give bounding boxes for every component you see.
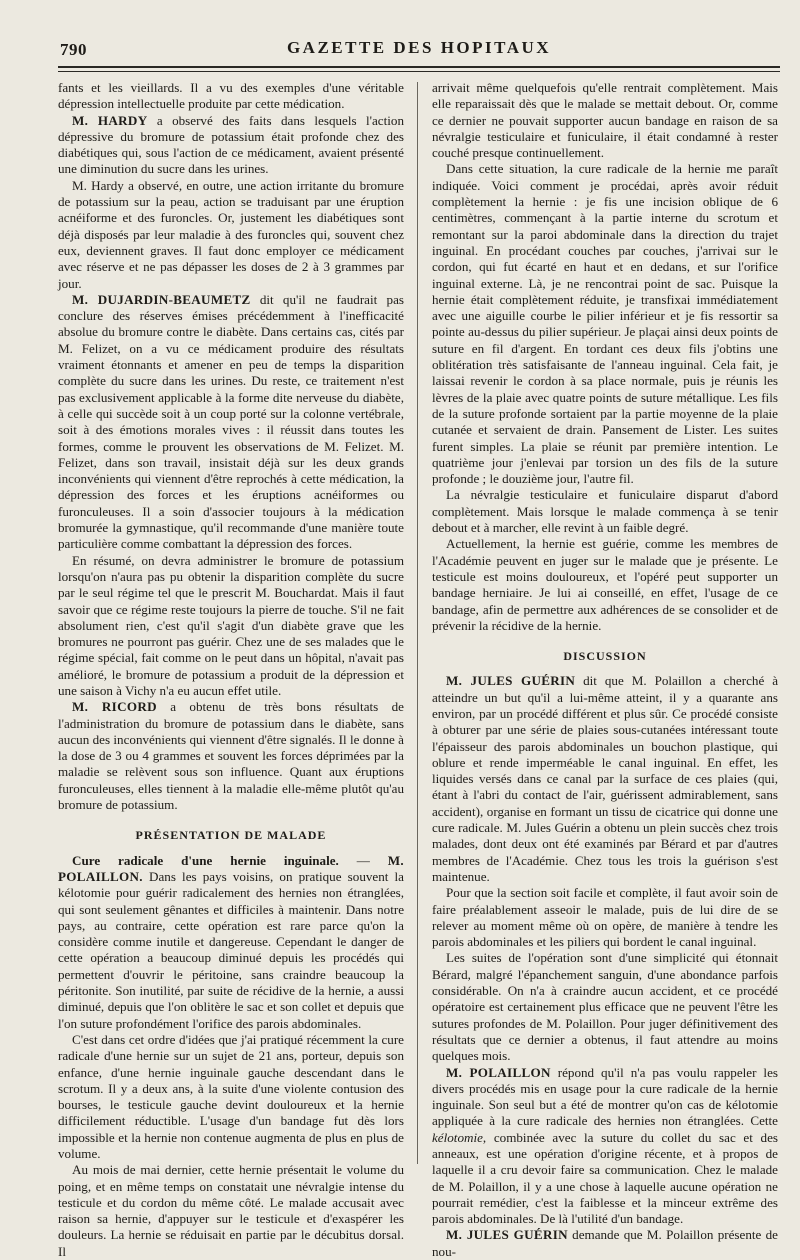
column-divider [417, 82, 418, 1164]
paragraph: La névralgie testiculaire et funiculaire disparut d'abord complètement. Mais lorsque le malade commença à se tenir debout et à marcher, elle revint à un faible degré. [432, 487, 778, 536]
right-column [432, 80, 779, 1259]
paragraph-text: demande que M. Polaillon présente de nou- [432, 1227, 778, 1259]
speaker-name: M. RICORD [72, 699, 157, 715]
paragraph: Pour que la section soit facile et complète, il faut avoir soin de faire préalablement asseoir le malade, puis de lui dire de se relever au moment même où on opère, de manière à tendre les parois abdominales et les piliers qui bordent le canal inguinal. [432, 885, 778, 950]
paragraph-text: a observé des faits dans lesquels l'action dépressive du bromure de potassium était profonde chez des diabétiques qui, sous l'action de ce médicament, avaient présenté une diminution du sucre dans les urines. [58, 112, 404, 177]
speaker-name: M. POLAILLON [446, 1064, 551, 1080]
header-rule-thick [58, 66, 780, 68]
paragraph-text: dit que M. Polaillon a cherché à atteindre un but qu'il a lui-même atteint, il y a quarante ans environ, par un procédé différent et plus sûr. Ce procédé consiste à obturer par une série de plaies sous-cutanées intéressant toute l'épaisseur des parois abdominales un bouchon plastique, qui oblure et rende imperméable le canal inguinal. En effet, les liquides versés dans ce canal par la surface de ces plaies (qui, étant à l'abri du contact de l'air, guérissent admirablement, sans accident), organise en formant un tissu de cicatrice qui donne une cure radicale. M. Jules Guérin a obtenu un plein succès chez trois malades, dont deux ont été examinés par Bérard et par d'autres membres de l'Académie. Chez tous les trois la guérison s'est maintenue. [432, 673, 779, 884]
paragraph [58, 292, 404, 553]
speaker-name: M. HARDY [72, 112, 148, 128]
speaker-name: M. DUJARDIN-BEAUMETZ [72, 291, 251, 307]
paragraph: Au mois de mai dernier, cette hernie présentait le volume du poing, et en même temps on constatait une névralgie intense du testicule et du cordon du même côté. Le malade accusait avec raison sa hernie, d'appuyer sur le testicule et d'exaspérer les douleurs. La hernie se réduisait en partie par le décubitus dorsal. Il [58, 1162, 404, 1259]
paragraph: Actuellement, la hernie est guérie, comme les membres de l'Académie peuvent en juger sur le malade que je présente. Le testicule est moins douloureux, et l'opéré peut supporter un bandage herniaire. Je lui ai conseillé, en effet, l'usage de ce bandage, afin de permettre aux adhérences de se consolider et de prévenir la récidive de la hernie. [432, 536, 778, 633]
speaker-name: M. JULES GUÉRIN [446, 1227, 568, 1243]
paragraph [432, 673, 778, 885]
paragraph-text: Dans les pays voisins, on pratique souvent la kélotomie pour guérir radicalement des hernies non étranglées, qui sont seulement gênantes et difficiles à maintenir. Dans notre pays, au contraire, cette opération est rare parce qu'on la considère comme inutile et dangereuse. Cependant le danger de cette opération a beaucoup diminué depuis les procédés qui permettent d'ouvrir le péritoine, sans craindre beaucoup la péritonite. Son inutilité, par suite de récidive de la hernie, a aussi diminué, depuis que l'on oblitère le sac et son collet et depuis que l'on suture profondément l'orifice des parois abdominales. [58, 868, 404, 1031]
paragraph-text: , combinée avec la suture du collet du sac et des anneaux, est une opération d'origine récente, et à propos de laquelle il a cru devoir faire sa communication. Chez le malade de M. Polaillon, il y a une chose à laquelle aucune opération ne pourrait remédier, c'est la faiblesse et la minceur extrême des parois abdominales. De là l'utilité d'un bandage. [432, 1129, 778, 1227]
paragraph-text: répond qu'il n'a pas voulu rappeler les divers procédés mis en usage pour la cure radicale de la hernie inguinale. Son seul but a été de montrer qu'on cas de kélotomie appliquée à la cure radicale des hernies non étranglées. Cette [432, 1064, 778, 1129]
section-heading: DISCUSSION [563, 649, 647, 664]
page-header [58, 36, 780, 62]
section-heading: PRÉSENTATION DE MALADE [135, 828, 327, 843]
page-number: 790 [60, 40, 87, 59]
paragraph-text: a obtenu de très bons résultats de l'administration du bromure de potassium dans le diabète, sans aucun des inconvénients qui viennent d'être signalés. Il le donne à la dose de 3 ou 4 grammes et souvent les forces déprimées par la maladie se relèvent sous son influence. Quant aux éruptions furonculeuses, elles tiennent à la maladie elle-même plutôt qu'au bromure de potassium. [58, 699, 404, 813]
paragraph [58, 113, 404, 178]
paragraph-text: dit qu'il ne faudrait pas conclure des réserves émises précédemment à l'inefficacité absolue du bromure contre le diabète. Dans certains cas, cités par M. Felizet, on a vu ce médicament produire des résultats vraiment étonnants et amener en peu de temps la disparition complète du sucre dans les urines. Du reste, ce traitement n'est pas exclusivement applicable à la forme dite nerveuse du diabète, à celle qui succède soit à un coup porté sur la colonne vertébrale, soit à des émotions morales vives : il réussit dans toutes les formes, comme le prouvent les observations de M. Felizet. M. Felizet, dans son travail, insistait déjà sur les deux grands inconvénients qui viennent d'être reprochés à cette médication, la dépression des forces et les éruptions acnéiformes ou furonculeuses. Il a soin d'associer toujours à la médication bromurée la gymnastique, qu'il recommande d'une manière toute particulière comme combattant la dépression des forces. [58, 291, 404, 552]
paragraph [58, 699, 404, 813]
left-column [58, 80, 404, 1259]
paragraph: fants et les vieillards. Il a vu des exemples d'une véritable dépression intellectuelle produite par cette médication. [58, 80, 404, 112]
paragraph [432, 1227, 778, 1260]
speaker-name: M. JULES GUÉRIN [446, 673, 576, 689]
paragraph: M. Hardy a observé, en outre, une action irritante du bromure de potassium sur la peau, action se traduisant par une éruption acnéiforme et des furoncles. Or, justement les diabétiques sont déjà disposés par leur maladie à des furoncles qui, souvent chez eux, deviennent graves. Il faut donc employer ce médicament avec réserve et ne pas dépasser les doses de 2 à 3 grammes par jour. [58, 177, 404, 291]
speaker-name: M. POLAILLON. [58, 852, 404, 884]
paragraph [58, 853, 404, 1032]
paragraph: C'est dans cet ordre d'idées que j'ai pratiqué récemment la cure radicale d'une hernie sur un sujet de 21 ans, porteur, depuis son enfance, d'une hernie inguinale gauche descendant dans le scrotum. Il y a deux ans, à la suite d'une violente contusion des bourses, le testicule gauche devint douloureux et la hernie difficilement réductible. L'usage d'un bandage fut dès lors impossible et la hernie non contenue augmenta de plus en plus de volume. [58, 1031, 404, 1161]
header-rule-thin [58, 71, 780, 72]
emphasized-term: kélotomie [432, 1129, 483, 1145]
paragraph: arrivait même quelquefois qu'elle rentrait complètement. Mais elle reparaissait dès que le malade se mettait debout. Or, comme ce dernier ne pouvait supporter aucun bandage en raison de sa névralgie testiculaire et funiculaire, il était condamné à rester couché presque continuellement. [432, 80, 778, 161]
paragraph: Les suites de l'opération sont d'une simplicité qui étonnait Bérard, malgré l'épanchement sanguin, d'une abondance parfois considérable. On n'a à craindre aucun accident, et ce procédé opératoire est certainement plus efficace que ne peuvent l'être les sutures profondes de M. Polaillon. Pour juger définitivement des résultats que ce dernier a obtenus, il faut attendre au moins quelques mois. [432, 950, 778, 1064]
title-dash: — [338, 852, 388, 868]
journal-title: GAZETTE DES HOPITAUX [286, 38, 552, 57]
paragraph: Dans cette situation, la cure radicale de la hernie me paraît indiquée. Voici comment je procédai, après avoir réduit complètement la hernie : je fis une incision oblique de 6 centimètres, commençant à la partie interne du scrotum et remontant sur la paroi abdominale dans la direction du trajet inguinal. En procédant couches par couches, j'arrivai sur le cordon, qui fut écarté en haut et en dedans, et sur l'orifice inguinal externe. Là, je ne rencontrai point de sac. Puisque la hernie était complètement réduite, je transfixai immédiatement avec une aiguille courbe le pilier inférieur et je fis ressortir sa pointe au-dessus du pilier supérieur. Je plaçai ainsi deux points de suture en fil d'argent. En tordant ces deux fils j'obtins une oblitération très satisfaisante de l'anneau inguinal. Cela fait, je laissai revenir le cordon à sa place normale, puis je réunis les lèvres de la plaie avec quatre points de suture métallique. Les fils de la suture profonde sortaient par la partie moyenne de la plaie cutanée et servaient de drain. Pansement de Lister. Les suites furent simples. La plaie se réunit par première intention. Le quatrième jour j'enlevai par torsion un des fils de la suture profonde ; le douzième jour, l'autre fil. [432, 161, 778, 487]
paragraph: En résumé, on devra administrer le bromure de potassium lorsqu'on n'aura pas pu obtenir la disparition complète du sucre par le seul régime tel que le prescrit M. Bouchardat. Mais il faut savoir que ce régime reste toujours la pierre de touche. S'il ne fait absolument rien, c'est qu'il s'agit d'un diabète grave que les bromures ne pourront pas guérir. Chez une de ses malades que le régime spécial, fait comme on le peut dans un hôpital, n'avait pas amélioré, le bromure de potassium a produit de la dépression et une saison à Vichy n'a eu aucun effet utile. [58, 552, 404, 698]
paragraph [432, 1065, 778, 1228]
case-title: Cure radicale d'une hernie inguinale. [72, 852, 339, 868]
